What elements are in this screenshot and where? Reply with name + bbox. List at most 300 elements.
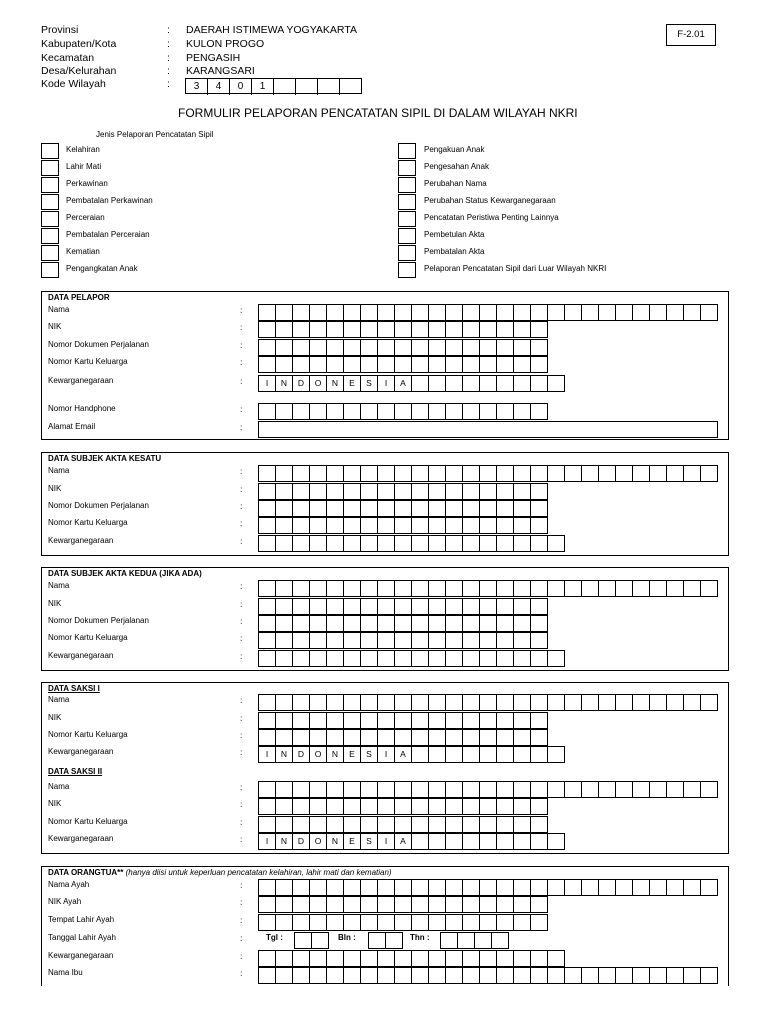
grid-cell[interactable]	[531, 501, 548, 516]
grid-cell[interactable]	[310, 633, 327, 648]
grid-cell[interactable]	[429, 915, 446, 930]
grid-cell[interactable]	[531, 651, 548, 666]
kode-cell[interactable]: 3	[186, 79, 208, 95]
grid-cell[interactable]	[293, 340, 310, 355]
grid-cell[interactable]	[310, 357, 327, 372]
grid-cell[interactable]	[701, 581, 718, 596]
grid-cell[interactable]	[667, 695, 684, 710]
grid-cell[interactable]	[480, 484, 497, 499]
grid-cell[interactable]	[463, 651, 480, 666]
grid-cell[interactable]	[565, 466, 582, 481]
kode-cell[interactable]: 4	[208, 79, 230, 95]
grid-cell[interactable]	[259, 817, 276, 832]
grid-cell[interactable]	[582, 880, 599, 895]
grid-cell[interactable]	[395, 340, 412, 355]
grid-cell[interactable]	[514, 404, 531, 419]
grid-cell[interactable]	[293, 357, 310, 372]
grid-cell[interactable]	[412, 897, 429, 912]
grid-cell[interactable]	[344, 322, 361, 337]
grid-cell[interactable]	[650, 782, 667, 797]
grid-cell[interactable]	[395, 730, 412, 745]
grid-cell[interactable]	[684, 305, 701, 320]
grid-cell[interactable]	[429, 951, 446, 966]
grid-cell[interactable]	[497, 747, 514, 762]
kk-input[interactable]	[258, 816, 548, 833]
grid-cell[interactable]	[259, 518, 276, 533]
grid-cell[interactable]	[463, 322, 480, 337]
kode-cell[interactable]	[296, 79, 318, 95]
grid-cell[interactable]: A	[395, 747, 412, 762]
grid-cell[interactable]	[548, 782, 565, 797]
grid-cell[interactable]	[378, 782, 395, 797]
grid-cell[interactable]: I	[259, 376, 276, 391]
grid-cell[interactable]	[599, 466, 616, 481]
grid-cell[interactable]	[531, 968, 548, 983]
grid-cell[interactable]	[395, 880, 412, 895]
grid-cell[interactable]	[548, 968, 565, 983]
grid-cell[interactable]	[395, 484, 412, 499]
kk-input[interactable]	[258, 632, 548, 649]
grid-cell[interactable]	[395, 897, 412, 912]
grid-cell[interactable]	[361, 501, 378, 516]
grid-cell[interactable]	[446, 730, 463, 745]
grid-cell[interactable]	[378, 730, 395, 745]
grid-cell[interactable]	[497, 915, 514, 930]
grid-cell[interactable]	[497, 834, 514, 849]
grid-cell[interactable]	[412, 536, 429, 551]
grid-cell[interactable]	[497, 484, 514, 499]
grid-cell[interactable]	[548, 305, 565, 320]
checkbox[interactable]	[41, 143, 59, 159]
grid-cell[interactable]	[344, 581, 361, 596]
nik-input[interactable]	[258, 712, 548, 729]
grid-cell[interactable]	[480, 340, 497, 355]
grid-cell[interactable]	[463, 633, 480, 648]
nama-input[interactable]	[258, 304, 718, 321]
grid-cell[interactable]	[463, 834, 480, 849]
nik-ayah-input[interactable]	[258, 896, 548, 913]
grid-cell[interactable]	[395, 915, 412, 930]
grid-cell[interactable]	[463, 880, 480, 895]
grid-cell[interactable]	[259, 651, 276, 666]
grid-cell[interactable]	[446, 880, 463, 895]
grid-cell[interactable]	[412, 817, 429, 832]
grid-cell[interactable]	[514, 951, 531, 966]
grid-cell[interactable]	[463, 747, 480, 762]
grid-cell[interactable]	[667, 880, 684, 895]
grid-cell[interactable]	[429, 518, 446, 533]
grid-cell[interactable]	[259, 730, 276, 745]
grid-cell[interactable]	[293, 782, 310, 797]
grid-cell[interactable]	[395, 536, 412, 551]
grid-cell[interactable]	[327, 484, 344, 499]
grid-cell[interactable]: I	[378, 747, 395, 762]
grid-cell[interactable]	[463, 730, 480, 745]
grid-cell[interactable]	[480, 357, 497, 372]
grid-cell[interactable]	[361, 322, 378, 337]
grid-cell[interactable]	[514, 633, 531, 648]
grid-cell[interactable]	[480, 305, 497, 320]
grid-cell[interactable]	[582, 466, 599, 481]
grid-cell[interactable]	[259, 897, 276, 912]
grid-cell[interactable]	[497, 651, 514, 666]
grid-cell[interactable]	[480, 968, 497, 983]
email-input[interactable]	[258, 421, 718, 438]
grid-cell[interactable]	[480, 633, 497, 648]
kode-cell[interactable]	[340, 79, 362, 95]
grid-cell[interactable]	[429, 340, 446, 355]
grid-cell[interactable]	[514, 340, 531, 355]
grid-cell[interactable]	[327, 404, 344, 419]
grid-cell[interactable]	[395, 817, 412, 832]
grid-cell[interactable]	[327, 799, 344, 814]
grid-cell[interactable]	[344, 599, 361, 614]
grid-cell[interactable]	[514, 518, 531, 533]
grid-cell[interactable]	[429, 730, 446, 745]
grid-cell[interactable]	[531, 616, 548, 631]
grid-cell[interactable]	[310, 730, 327, 745]
grid-cell[interactable]	[395, 651, 412, 666]
grid-cell[interactable]	[310, 951, 327, 966]
grid-cell[interactable]	[463, 968, 480, 983]
grid-cell[interactable]	[701, 695, 718, 710]
grid-cell[interactable]	[310, 305, 327, 320]
grid-cell[interactable]	[293, 951, 310, 966]
grid-cell[interactable]	[327, 322, 344, 337]
nama-ibu-input[interactable]	[258, 967, 718, 984]
nama-ayah-input[interactable]	[258, 879, 718, 896]
checkbox[interactable]	[41, 262, 59, 278]
grid-cell[interactable]	[480, 404, 497, 419]
checkbox[interactable]	[398, 245, 416, 261]
grid-cell[interactable]	[327, 501, 344, 516]
grid-cell[interactable]	[497, 897, 514, 912]
grid-cell[interactable]	[276, 782, 293, 797]
grid-cell[interactable]	[514, 599, 531, 614]
grid-cell[interactable]	[310, 782, 327, 797]
grid-cell[interactable]	[293, 799, 310, 814]
grid-cell[interactable]	[463, 782, 480, 797]
grid-cell[interactable]	[463, 915, 480, 930]
grid-cell[interactable]	[293, 880, 310, 895]
grid-cell[interactable]	[395, 518, 412, 533]
grid-cell[interactable]	[412, 518, 429, 533]
grid-cell[interactable]	[361, 799, 378, 814]
grid-cell[interactable]	[582, 968, 599, 983]
grid-cell[interactable]	[480, 616, 497, 631]
grid-cell[interactable]	[429, 357, 446, 372]
grid-cell[interactable]	[378, 305, 395, 320]
dokumen-input[interactable]	[258, 615, 548, 632]
grid-cell[interactable]	[378, 581, 395, 596]
grid-cell[interactable]: N	[276, 747, 293, 762]
grid-cell[interactable]	[361, 633, 378, 648]
grid-cell[interactable]: E	[344, 747, 361, 762]
grid-cell[interactable]	[446, 536, 463, 551]
grid-cell[interactable]	[293, 484, 310, 499]
grid-cell[interactable]	[310, 501, 327, 516]
grid-cell[interactable]	[531, 322, 548, 337]
grid-cell[interactable]	[259, 951, 276, 966]
grid-cell[interactable]	[327, 968, 344, 983]
grid-cell[interactable]	[378, 536, 395, 551]
grid-cell[interactable]: I	[259, 747, 276, 762]
grid-cell[interactable]	[531, 518, 548, 533]
grid-cell[interactable]	[310, 616, 327, 631]
grid-cell[interactable]	[259, 599, 276, 614]
grid-cell[interactable]	[344, 484, 361, 499]
grid-cell[interactable]: N	[327, 747, 344, 762]
grid-cell[interactable]	[480, 799, 497, 814]
grid-cell[interactable]	[276, 897, 293, 912]
grid-cell[interactable]	[514, 616, 531, 631]
grid-cell[interactable]	[344, 501, 361, 516]
grid-cell[interactable]: S	[361, 834, 378, 849]
grid-cell[interactable]	[412, 404, 429, 419]
grid-cell[interactable]	[633, 695, 650, 710]
grid-cell[interactable]	[429, 834, 446, 849]
checkbox[interactable]	[41, 177, 59, 193]
grid-cell[interactable]	[497, 782, 514, 797]
grid-cell[interactable]	[361, 518, 378, 533]
grid-cell[interactable]: D	[293, 376, 310, 391]
grid-cell[interactable]	[310, 799, 327, 814]
grid-cell[interactable]	[429, 322, 446, 337]
grid-cell[interactable]	[293, 730, 310, 745]
grid-cell[interactable]: S	[361, 747, 378, 762]
kk-input[interactable]	[258, 356, 548, 373]
grid-cell[interactable]	[667, 782, 684, 797]
grid-cell[interactable]	[344, 817, 361, 832]
grid-cell[interactable]	[259, 484, 276, 499]
checkbox[interactable]	[398, 177, 416, 193]
grid-cell[interactable]	[293, 466, 310, 481]
grid-cell[interactable]	[582, 581, 599, 596]
checkbox[interactable]	[398, 194, 416, 210]
grid-cell[interactable]: E	[344, 376, 361, 391]
grid-cell[interactable]	[310, 817, 327, 832]
grid-cell[interactable]	[412, 651, 429, 666]
grid-cell[interactable]	[395, 404, 412, 419]
grid-cell[interactable]	[412, 466, 429, 481]
grid-cell[interactable]	[378, 799, 395, 814]
dokumen-input[interactable]	[258, 339, 548, 356]
grid-cell[interactable]	[650, 466, 667, 481]
grid-cell[interactable]	[429, 633, 446, 648]
grid-cell[interactable]	[259, 880, 276, 895]
grid-cell[interactable]	[276, 968, 293, 983]
grid-cell[interactable]	[395, 599, 412, 614]
grid-cell[interactable]	[565, 581, 582, 596]
kewarganegaraan-input[interactable]	[258, 650, 565, 667]
grid-cell[interactable]: O	[310, 376, 327, 391]
grid-cell[interactable]	[395, 466, 412, 481]
grid-cell[interactable]	[327, 466, 344, 481]
grid-cell[interactable]	[684, 466, 701, 481]
nama-input[interactable]	[258, 781, 718, 798]
grid-cell[interactable]	[361, 782, 378, 797]
grid-cell[interactable]	[276, 484, 293, 499]
grid-cell[interactable]	[497, 518, 514, 533]
kode-cell[interactable]: 0	[230, 79, 252, 95]
grid-cell[interactable]	[276, 536, 293, 551]
grid-cell[interactable]	[463, 695, 480, 710]
grid-cell[interactable]	[446, 951, 463, 966]
grid-cell[interactable]	[514, 799, 531, 814]
grid-cell[interactable]	[344, 713, 361, 728]
grid-cell[interactable]	[429, 880, 446, 895]
grid-cell[interactable]	[429, 581, 446, 596]
grid-cell[interactable]	[565, 880, 582, 895]
grid-cell[interactable]	[310, 695, 327, 710]
grid-cell[interactable]	[446, 616, 463, 631]
grid-cell[interactable]	[361, 817, 378, 832]
grid-cell[interactable]	[344, 305, 361, 320]
grid-cell[interactable]	[378, 466, 395, 481]
kode-cell[interactable]	[318, 79, 340, 95]
grid-cell[interactable]	[684, 968, 701, 983]
grid-cell[interactable]	[276, 951, 293, 966]
grid-cell[interactable]	[441, 933, 458, 948]
checkbox[interactable]	[398, 211, 416, 227]
grid-cell[interactable]	[310, 599, 327, 614]
grid-cell[interactable]	[259, 357, 276, 372]
grid-cell[interactable]	[293, 322, 310, 337]
grid-cell[interactable]	[616, 305, 633, 320]
grid-cell[interactable]	[701, 880, 718, 895]
grid-cell[interactable]	[497, 633, 514, 648]
kewarganegaraan-input[interactable]	[258, 746, 565, 763]
grid-cell[interactable]	[531, 376, 548, 391]
grid-cell[interactable]	[446, 357, 463, 372]
grid-cell[interactable]	[497, 799, 514, 814]
grid-cell[interactable]	[412, 599, 429, 614]
grid-cell[interactable]	[429, 747, 446, 762]
grid-cell[interactable]	[446, 817, 463, 832]
grid-cell[interactable]	[276, 305, 293, 320]
checkbox[interactable]	[41, 228, 59, 244]
grid-cell[interactable]	[310, 322, 327, 337]
grid-cell[interactable]	[312, 933, 329, 948]
checkbox[interactable]	[41, 245, 59, 261]
grid-cell[interactable]	[531, 747, 548, 762]
grid-cell[interactable]	[582, 305, 599, 320]
grid-cell[interactable]	[369, 933, 386, 948]
checkbox[interactable]	[398, 228, 416, 244]
grid-cell[interactable]	[531, 340, 548, 355]
grid-cell[interactable]	[327, 305, 344, 320]
grid-cell[interactable]	[684, 880, 701, 895]
grid-cell[interactable]	[361, 599, 378, 614]
grid-cell[interactable]	[548, 834, 565, 849]
grid-cell[interactable]	[361, 581, 378, 596]
grid-cell[interactable]	[463, 466, 480, 481]
grid-cell[interactable]	[295, 933, 312, 948]
grid-cell[interactable]	[395, 322, 412, 337]
grid-cell[interactable]	[310, 581, 327, 596]
grid-cell[interactable]	[514, 581, 531, 596]
grid-cell[interactable]	[480, 880, 497, 895]
grid-cell[interactable]	[548, 581, 565, 596]
grid-cell[interactable]	[514, 695, 531, 710]
grid-cell[interactable]	[276, 322, 293, 337]
grid-cell[interactable]	[514, 376, 531, 391]
grid-cell[interactable]	[429, 404, 446, 419]
grid-cell[interactable]	[361, 305, 378, 320]
grid-cell[interactable]	[480, 518, 497, 533]
grid-cell[interactable]	[344, 518, 361, 533]
grid-cell[interactable]	[429, 817, 446, 832]
grid-cell[interactable]	[429, 599, 446, 614]
grid-cell[interactable]	[395, 968, 412, 983]
grid-cell[interactable]	[412, 782, 429, 797]
grid-cell[interactable]	[412, 799, 429, 814]
grid-cell[interactable]	[497, 536, 514, 551]
grid-cell[interactable]	[412, 713, 429, 728]
grid-cell[interactable]	[412, 501, 429, 516]
grid-cell[interactable]	[514, 880, 531, 895]
grid-cell[interactable]	[361, 340, 378, 355]
dokumen-input[interactable]	[258, 500, 548, 517]
grid-cell[interactable]	[276, 817, 293, 832]
grid-cell[interactable]	[463, 713, 480, 728]
grid-cell[interactable]	[616, 880, 633, 895]
grid-cell[interactable]	[293, 581, 310, 596]
grid-cell[interactable]	[446, 633, 463, 648]
grid-cell[interactable]	[276, 599, 293, 614]
grid-cell[interactable]	[276, 404, 293, 419]
grid-cell[interactable]	[412, 747, 429, 762]
grid-cell[interactable]	[429, 897, 446, 912]
grid-cell[interactable]	[344, 880, 361, 895]
grid-cell[interactable]	[497, 713, 514, 728]
grid-cell[interactable]	[378, 616, 395, 631]
grid-cell[interactable]	[344, 799, 361, 814]
grid-cell[interactable]	[276, 501, 293, 516]
grid-cell[interactable]	[531, 713, 548, 728]
grid-cell[interactable]	[276, 880, 293, 895]
grid-cell[interactable]	[667, 968, 684, 983]
grid-cell[interactable]	[429, 484, 446, 499]
grid-cell[interactable]	[344, 633, 361, 648]
grid-cell[interactable]	[463, 357, 480, 372]
grid-cell[interactable]	[276, 340, 293, 355]
grid-cell[interactable]	[497, 404, 514, 419]
grid-cell[interactable]	[429, 501, 446, 516]
grid-cell[interactable]	[429, 616, 446, 631]
grid-cell[interactable]	[531, 633, 548, 648]
grid-cell[interactable]	[327, 616, 344, 631]
grid-cell[interactable]	[327, 897, 344, 912]
grid-cell[interactable]	[395, 357, 412, 372]
grid-cell[interactable]	[497, 880, 514, 895]
grid-cell[interactable]	[480, 897, 497, 912]
grid-cell[interactable]	[412, 484, 429, 499]
grid-cell[interactable]	[514, 651, 531, 666]
grid-cell[interactable]	[616, 466, 633, 481]
grid-cell[interactable]	[565, 695, 582, 710]
grid-cell[interactable]	[582, 695, 599, 710]
grid-cell[interactable]	[531, 536, 548, 551]
grid-cell[interactable]	[599, 782, 616, 797]
grid-cell[interactable]	[514, 466, 531, 481]
grid-cell[interactable]	[276, 915, 293, 930]
grid-cell[interactable]	[497, 968, 514, 983]
grid-cell[interactable]	[497, 357, 514, 372]
grid-cell[interactable]	[344, 357, 361, 372]
grid-cell[interactable]	[531, 782, 548, 797]
grid-cell[interactable]	[463, 951, 480, 966]
